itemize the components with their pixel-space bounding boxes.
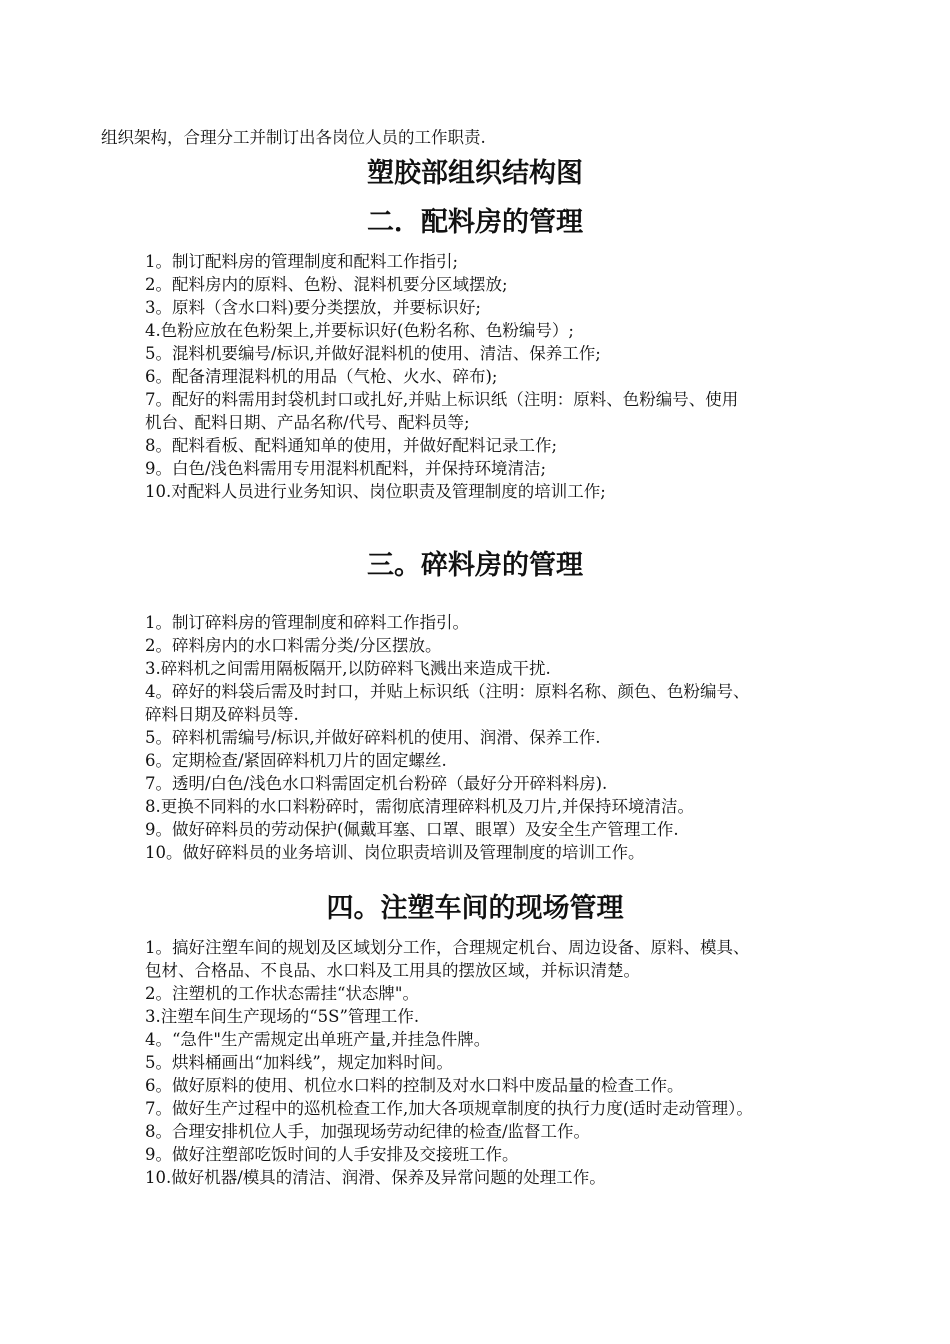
list-item [145, 749, 865, 772]
list-item-text: 2。注塑机的工作状态需挂“状态牌"。 [145, 984, 420, 1003]
section-title-crushing-room: 三。碎料房的管理 [367, 550, 583, 581]
list-item [145, 434, 865, 457]
list-item [145, 795, 865, 818]
list-item [145, 1166, 865, 1189]
list-item-text: 6。定期检查/紧固碎料机刀片的固定螺丝. [145, 751, 447, 770]
list-item-text: 4.色粉应放在色粉架上,并要标识好(色粉名称、色粉编号）; [145, 321, 574, 340]
list-item [145, 480, 865, 503]
list-item-text: 10.做好机器/模具的清洁、润滑、保养及异常问题的处理工作。 [145, 1168, 606, 1187]
intro-text: 组织架构，合理分工并制订出各岗位人员的工作职责. [101, 128, 486, 147]
list-item-text: 7。配好的料需用封袋机封口或扎好,并贴上标识纸（注明：原料、色粉编号、使用 [145, 390, 739, 409]
list-item [145, 818, 865, 841]
list-item-text: 1。制订碎料房的管理制度和碎料工作指引。 [145, 613, 469, 632]
list-item-text: 5。碎料机需编号/标识,并做好碎料机的使用、润滑、保养工作. [145, 728, 601, 747]
section-list-crushing-room [145, 611, 865, 864]
list-item-text-continued: 机台、配料日期、产品名称/代号、配料员等; [145, 413, 470, 432]
list-item [145, 365, 865, 388]
list-item-text: 2。配料房内的原料、色粉、混料机要分区域摆放; [145, 275, 508, 294]
list-item-text: 3。原料（含水口料)要分类摆放，并要标识好; [145, 298, 481, 317]
list-item [145, 1005, 865, 1028]
list-item-text: 9。做好碎料员的劳动保护(佩戴耳塞、口罩、眼罩）及安全生产管理工作. [145, 820, 679, 839]
list-item [145, 634, 865, 657]
org-chart-title: 塑胶部组织结构图 [367, 158, 583, 189]
list-item-text: 8。配料看板、配料通知单的使用，并做好配料记录工作; [145, 436, 558, 455]
list-item [145, 388, 865, 434]
list-item-text-continued: 碎料日期及碎料员等. [145, 705, 299, 724]
list-item-text-continued: 包材、合格品、不良品、水口料及工用具的摆放区域，并标识清楚。 [145, 961, 640, 980]
list-item-text: 3.碎料机之间需用隔板隔开,以防碎料飞溅出来造成干扰. [145, 659, 551, 678]
list-item-text: 2。碎料房内的水口料需分类/分区摆放。 [145, 636, 442, 655]
list-item [145, 273, 865, 296]
list-item [145, 319, 865, 342]
list-item-text: 9。白色/浅色料需用专用混料机配料，并保持环境清洁; [145, 459, 547, 478]
list-item [145, 1051, 865, 1074]
list-item [145, 342, 865, 365]
list-item [145, 457, 865, 480]
list-item [145, 936, 865, 982]
list-item [145, 1143, 865, 1166]
list-item-text: 3.注塑车间生产现场的“5S”管理工作. [145, 1007, 420, 1026]
list-item [145, 250, 865, 273]
list-item-text: 8。合理安排机位人手，加强现场劳动纪律的检查/监督工作。 [145, 1122, 591, 1141]
list-item [145, 1074, 865, 1097]
list-item-text: 4。“急件"生产需规定出单班产量,并挂急件牌。 [145, 1030, 491, 1049]
list-item-text: 7。做好生产过程中的巡机检查工作,加大各项规章制度的执行力度(适时走动管理）。 [145, 1099, 753, 1118]
section-list-batching-room [145, 250, 865, 503]
list-item-text: 10.对配料人员进行业务知识、岗位职责及管理制度的培训工作; [145, 482, 606, 501]
section-title-batching-room: 二．配料房的管理 [367, 207, 583, 238]
list-item-text: 7。透明/白色/浅色水口料需固定机台粉碎（最好分开碎料料房). [145, 774, 608, 793]
list-item-text: 9。做好注塑部吃饭时间的人手安排及交接班工作。 [145, 1145, 519, 1164]
list-item [145, 657, 865, 680]
list-item [145, 1097, 865, 1120]
section-title-workshop: 四。注塑车间的现场管理 [326, 893, 624, 924]
list-item [145, 296, 865, 319]
list-item-text: 4。碎好的料袋后需及时封口，并贴上标识纸（注明：原料名称、颜色、色粉编号、 [145, 682, 750, 701]
list-item [145, 1028, 865, 1051]
list-item [145, 772, 865, 795]
list-item-text: 10。做好碎料员的业务培训、岗位职责培训及管理制度的培训工作。 [145, 843, 645, 862]
list-item-text: 6。做好原料的使用、机位水口料的控制及对水口料中废品量的检查工作。 [145, 1076, 684, 1095]
list-item [145, 1120, 865, 1143]
list-item-text: 5。烘料桶画出“加料线”，规定加料时间。 [145, 1053, 453, 1072]
list-item-text: 8.更换不同料的水口料粉碎时，需彻底清理碎料机及刀片,并保持环境清洁。 [145, 797, 694, 816]
list-item-text: 6。配备清理混料机的用品（气枪、火水、碎布); [145, 367, 498, 386]
list-item-text: 5。混料机要编号/标识,并做好混料机的使用、清洁、保养工作; [145, 344, 601, 363]
section-list-workshop [145, 936, 865, 1189]
list-item-text: 1。搞好注塑车间的规划及区域划分工作，合理规定机台、周边设备、原料、模具、 [145, 938, 750, 957]
list-item [145, 611, 865, 634]
list-item-text: 1。制订配料房的管理制度和配料工作指引; [145, 252, 459, 271]
list-item [145, 841, 865, 864]
list-item [145, 680, 865, 726]
list-item [145, 726, 865, 749]
list-item [145, 982, 865, 1005]
